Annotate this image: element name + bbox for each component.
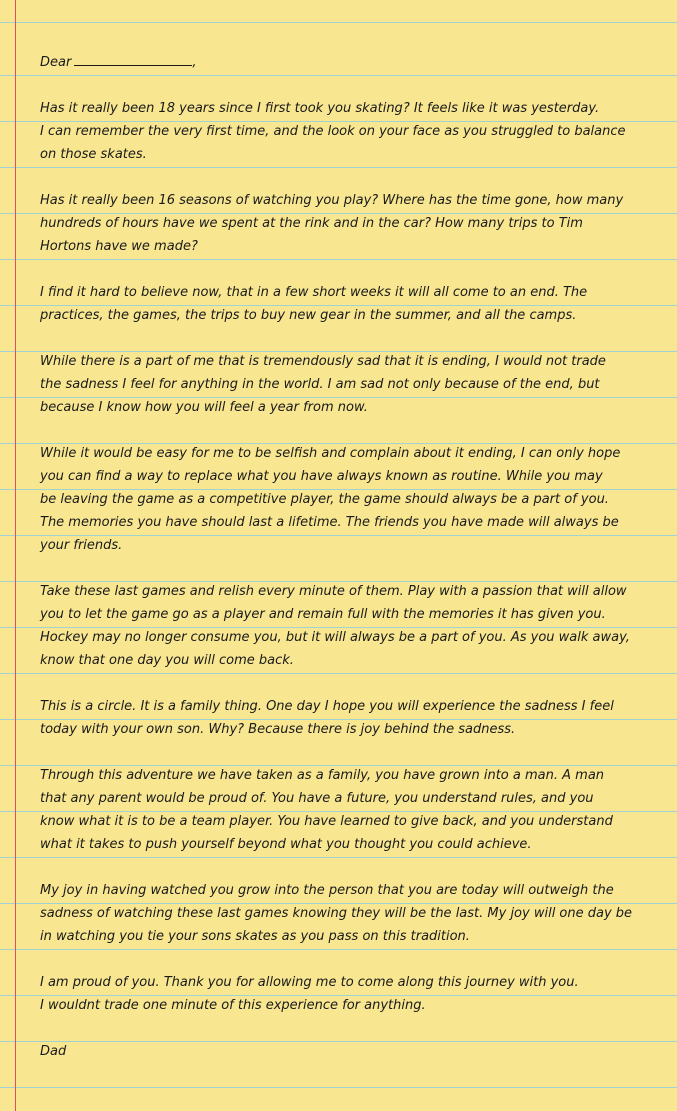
signature-text: Dad bbox=[40, 1044, 67, 1059]
signature bbox=[40, 1040, 650, 1063]
text-line: your friends. bbox=[40, 538, 123, 553]
text-line: This is a circle. It is a family thing. One day I hope you will experience the sadness I feel bbox=[40, 699, 614, 714]
salutation-word: Dear bbox=[40, 55, 72, 70]
paragraph-4 bbox=[40, 350, 650, 419]
text-line: in watching you tie your sons skates as you pass on this tradition. bbox=[40, 929, 470, 944]
text-line: Has it really been 18 years since I first took you skating? It feels like it was yesterday. bbox=[40, 101, 600, 116]
text-line: Take these last games and relish every minute of them. Play with a passion that will allow bbox=[40, 584, 627, 599]
paragraph-7 bbox=[40, 695, 650, 741]
text-line: on those skates. bbox=[40, 147, 147, 162]
text-line: because I know how you will feel a year from now. bbox=[40, 400, 368, 415]
red-margin-line bbox=[15, 0, 16, 1111]
paragraph-1 bbox=[40, 97, 650, 166]
text-line: While it would be easy for me to be selfish and complain about it ending, I can only hope bbox=[40, 446, 621, 461]
letter-body bbox=[40, 51, 650, 1086]
text-line: I find it hard to believe now, that in a few short weeks it will all come to an end. The bbox=[40, 285, 588, 300]
paragraph-10 bbox=[40, 971, 650, 1017]
text-line: Hortons have we made? bbox=[40, 239, 198, 254]
paragraph-2 bbox=[40, 189, 650, 258]
text-line: that any parent would be proud of. You have a future, you understand rules, and you bbox=[40, 791, 594, 806]
text-line: today with your own son. Why? Because there is joy behind the sadness. bbox=[40, 722, 516, 737]
paragraph-9 bbox=[40, 879, 650, 948]
salutation bbox=[40, 51, 650, 74]
text-line: The memories you have should last a lifetime. The friends you have made will always be bbox=[40, 515, 619, 530]
text-line: Through this adventure we have taken as a family, you have grown into a man. A man bbox=[40, 768, 605, 783]
text-line: be leaving the game as a competitive player, the game should always be a part of you. bbox=[40, 492, 609, 507]
text-line: you to let the game go as a player and remain full with the memories it has given you. bbox=[40, 607, 606, 622]
text-line: the sadness I feel for anything in the world. I am sad not only because of the end, but bbox=[40, 377, 600, 392]
salutation-comma: , bbox=[192, 55, 197, 70]
text-line: know what it is to be a team player. You have learned to give back, and you understand bbox=[40, 814, 613, 829]
paragraph-8 bbox=[40, 764, 650, 856]
text-line: I can remember the very first time, and the look on your face as you struggled to balance bbox=[40, 124, 626, 139]
text-line: I wouldnt trade one minute of this experience for anything. bbox=[40, 998, 426, 1013]
paragraph-6 bbox=[40, 580, 650, 672]
text-line: Has it really been 16 seasons of watching you play? Where has the time gone, how many bbox=[40, 193, 624, 208]
text-line: know that one day you will come back. bbox=[40, 653, 294, 668]
text-line: I am proud of you. Thank you for allowing me to come along this journey with you. bbox=[40, 975, 579, 990]
name-blank-line bbox=[74, 51, 192, 66]
text-line: My joy in having watched you grow into the person that you are today will outweigh the bbox=[40, 883, 614, 898]
paragraph-3 bbox=[40, 281, 650, 327]
text-line: While there is a part of me that is tremendously sad that it is ending, I would not trade bbox=[40, 354, 606, 369]
text-line: practices, the games, the trips to buy new gear in the summer, and all the camps. bbox=[40, 308, 577, 323]
paragraph-5 bbox=[40, 442, 650, 557]
text-line: hundreds of hours have we spent at the rink and in the car? How many trips to Tim bbox=[40, 216, 583, 231]
text-line: what it takes to push yourself beyond what you thought you could achieve. bbox=[40, 837, 532, 852]
text-line: sadness of watching these last games knowing they will be the last. My joy will one day be bbox=[40, 906, 633, 921]
text-line: you can find a way to replace what you have always known as routine. While you may bbox=[40, 469, 603, 484]
text-line: Hockey may no longer consume you, but it will always be a part of you. As you walk away, bbox=[40, 630, 630, 645]
